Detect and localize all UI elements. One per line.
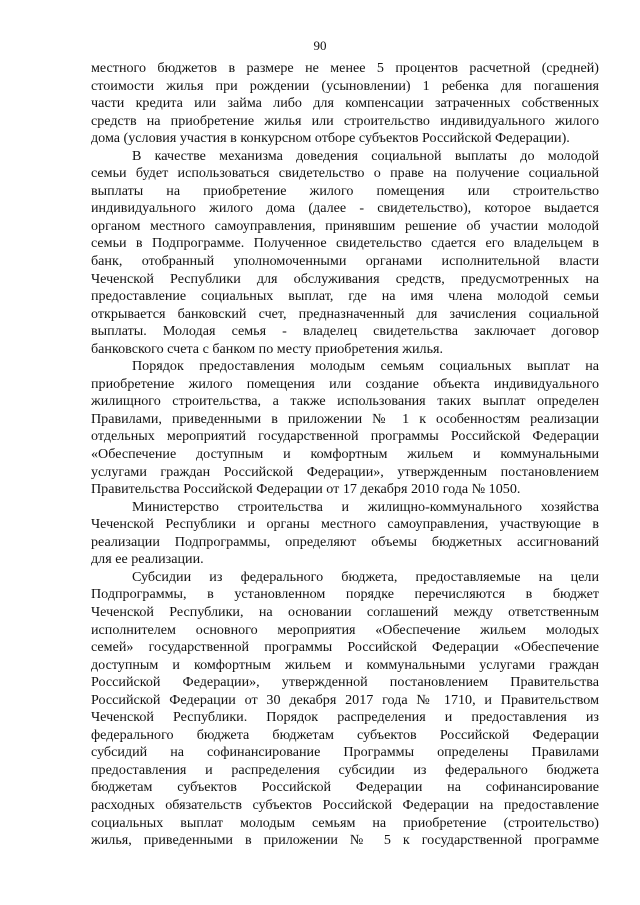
document-body <box>91 60 599 850</box>
text-line: федерального бюджета бюджетам субъектов Российской Федерации <box>91 726 599 743</box>
paragraph <box>91 358 599 498</box>
page-number: 90 <box>313 38 327 53</box>
paragraph <box>91 569 599 850</box>
text-line: жилищного строительства, а также использования таких выплат определен <box>91 393 599 410</box>
text-line: реализации Подпрограммы, определяют объемы бюджетных ассигнований <box>91 533 599 550</box>
text-line: жилья, приведенными в приложении № 5 к государственной программе <box>91 832 599 849</box>
text-line: Чеченской Республики, на основании соглашений между ответственным <box>91 603 599 620</box>
text-line: предоставления и распределения субсидии из федерального бюджета <box>91 761 599 778</box>
text-line: Министерство строительства и жилищно-коммунального хозяйства <box>132 498 599 515</box>
text-line: отдельных мероприятий государственной программы Российской Федерации <box>91 428 599 445</box>
text-line: семей» государственной программы Российской Федерации «Обеспечение <box>91 639 599 656</box>
text-line: Российской Федерации», утвержденной постановлением Правительства <box>91 674 599 691</box>
text-line: стоимости жилья при рождении (усыновлении) 1 ребенка для погашения <box>91 77 599 94</box>
text-line: банк, отобранный уполномоченными органами исполнительной власти <box>91 253 599 270</box>
text-line: семьи будет использоваться свидетельство о праве на получение социальной <box>91 165 599 182</box>
text-line: Чеченской Республики для обслуживания средств, предусмотренных на <box>91 270 599 287</box>
text-line: расходных обязательств субъектов Российской Федерации на предоставление <box>91 796 599 813</box>
text-line: открывается банковский счет, предназначенный для зачисления социальной <box>91 305 599 322</box>
text-line: индивидуального жилого дома (далее - свидетельство), которое выдается <box>91 200 599 217</box>
text-line: Подпрограммы, в установленном порядке перечисляются в бюджет <box>91 586 599 603</box>
text-line: органом местного самоуправления, принявшим решение об участии молодой <box>91 217 599 234</box>
text-line: выплаты. Молодая семья - владелец свидетельства заключает договор <box>91 323 599 340</box>
text-line: средств на приобретение жилья или строительство индивидуального жилого <box>91 112 599 129</box>
paragraph <box>91 499 599 569</box>
text-line: местного бюджетов в размере не менее 5 процентов расчетной (средней) <box>91 60 599 76</box>
text-line: приобретение жилого помещения или создание объекта индивидуального <box>91 375 599 392</box>
text-line: для ее реализации. <box>91 551 204 568</box>
text-line: субсидий на софинансирование Программы определены Правилами <box>91 744 599 761</box>
text-line: Чеченской Республики и органы местного самоуправления, участвующие в <box>91 516 599 533</box>
text-line: Порядок предоставления молодым семьям социальных выплат на <box>132 358 599 375</box>
paragraph <box>91 60 599 148</box>
text-line: социальных выплат молодым семьям на приобретение (строительство) <box>91 814 599 831</box>
text-line: Правилами, приведенными в приложении № 1 к особенностям реализации <box>91 410 599 427</box>
text-line: исполнителем основного мероприятия «Обеспечение жильем молодых <box>91 621 599 638</box>
text-line: услугами граждан Российской Федерации», утвержденным постановлением <box>91 463 599 480</box>
text-line: доступным и комфортным жильем и коммунальными услугами граждан <box>91 656 599 673</box>
text-line: Правительства Российской Федерации от 17 декабря 2010 года № 1050. <box>91 481 521 498</box>
text-line: Чеченской Республики. Порядок распределения и предоставления из <box>91 709 599 726</box>
text-line: предоставление социальных выплат, где на имя члена молодой семьи <box>91 288 599 305</box>
text-line: дома (условия участия в конкурсном отборе субъектов Российской Федерации). <box>91 130 570 147</box>
paragraph <box>91 148 599 359</box>
text-line: части кредита или займа либо для компенсации затраченных собственных <box>91 95 599 112</box>
text-line: В качестве механизма доведения социальной выплаты до молодой <box>132 147 599 164</box>
text-line: Субсидии из федерального бюджета, предоставляемые на цели <box>132 568 599 585</box>
text-line: банковского счета с банком по месту приобретения жилья. <box>91 340 444 357</box>
text-line: бюджетам субъектов Российской Федерации на софинансирование <box>91 779 599 796</box>
text-line: выплаты на приобретение жилого помещения или строительство <box>91 182 599 199</box>
text-line: Российской Федерации от 30 декабря 2017 года № 1710, и Правительством <box>91 691 599 708</box>
text-line: «Обеспечение доступным и комфортным жильем и коммунальными <box>91 446 599 463</box>
text-line: семьи в Подпрограмме. Полученное свидетельство сдается его владельцем в <box>91 235 599 252</box>
